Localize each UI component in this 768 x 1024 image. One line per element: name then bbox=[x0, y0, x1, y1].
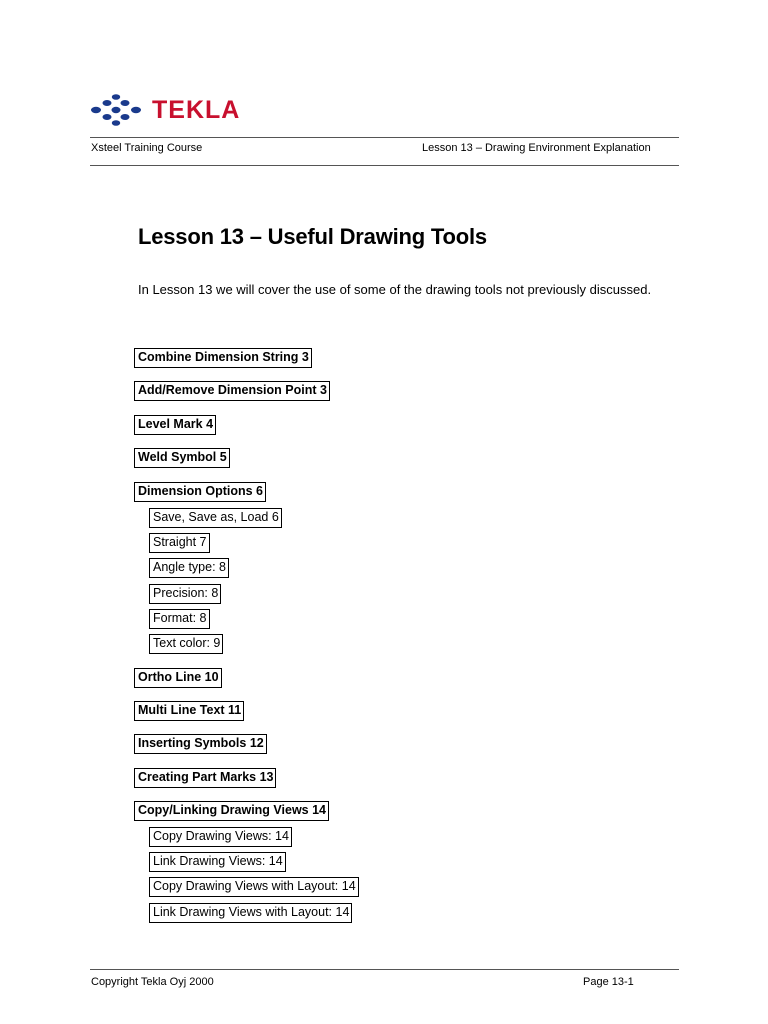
course-title: Xsteel Training Course bbox=[91, 142, 203, 154]
tekla-molecule-icon bbox=[90, 93, 142, 127]
toc-subentry[interactable]: Text color: 9 bbox=[149, 634, 223, 654]
toc-entry[interactable]: Multi Line Text 11 bbox=[134, 701, 244, 721]
toc-subentry[interactable]: Copy Drawing Views: 14 bbox=[149, 827, 292, 847]
header-rule-bottom bbox=[90, 165, 679, 166]
lesson-header: Lesson 13 – Drawing Environment Explanation bbox=[422, 142, 651, 154]
toc-subentry[interactable]: Format: 8 bbox=[149, 609, 210, 629]
toc-entry[interactable]: Creating Part Marks 13 bbox=[134, 768, 276, 788]
toc-entry[interactable]: Level Mark 4 bbox=[134, 415, 216, 435]
toc-subentry[interactable]: Angle type: 8 bbox=[149, 558, 229, 578]
toc-entry[interactable]: Dimension Options 6 bbox=[134, 482, 266, 502]
toc-subentry[interactable]: Link Drawing Views: 14 bbox=[149, 852, 286, 872]
toc-entry[interactable]: Add/Remove Dimension Point 3 bbox=[134, 381, 330, 401]
toc-subentry[interactable]: Copy Drawing Views with Layout: 14 bbox=[149, 877, 359, 897]
footer-rule bbox=[90, 969, 679, 970]
page-number: Page 13-1 bbox=[583, 976, 634, 988]
tekla-logo bbox=[90, 92, 240, 128]
toc-subentry[interactable]: Precision: 8 bbox=[149, 584, 221, 604]
toc-subentry[interactable]: Save, Save as, Load 6 bbox=[149, 508, 282, 528]
brand-name: TEKLA bbox=[152, 95, 241, 124]
toc-entry[interactable]: Inserting Symbols 12 bbox=[134, 734, 267, 754]
toc-entry[interactable]: Weld Symbol 5 bbox=[134, 448, 230, 468]
copyright-text: Copyright Tekla Oyj 2000 bbox=[91, 976, 214, 988]
intro-paragraph: In Lesson 13 we will cover the use of some of the drawing tools not previously discussed. bbox=[138, 282, 652, 297]
toc-subentry[interactable]: Link Drawing Views with Layout: 14 bbox=[149, 903, 352, 923]
toc-entry[interactable]: Ortho Line 10 bbox=[134, 668, 222, 688]
toc-entry[interactable]: Combine Dimension String 3 bbox=[134, 348, 312, 368]
header-rule-top bbox=[90, 137, 679, 138]
toc-entry[interactable]: Copy/Linking Drawing Views 14 bbox=[134, 801, 329, 821]
toc-subentry[interactable]: Straight 7 bbox=[149, 533, 210, 553]
page-title: Lesson 13 – Useful Drawing Tools bbox=[138, 224, 487, 249]
